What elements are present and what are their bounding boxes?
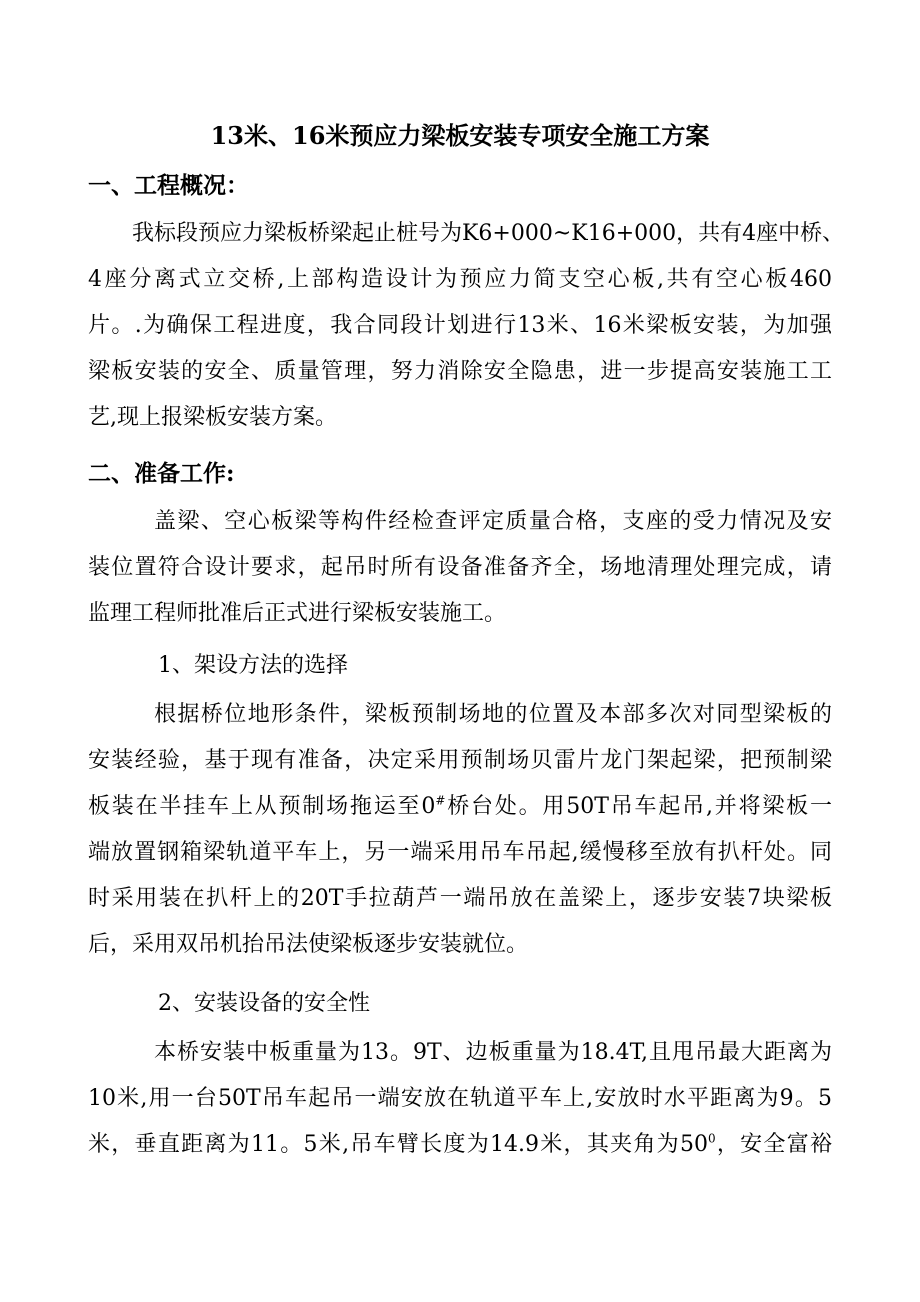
- superscript-mark: #: [435, 793, 446, 808]
- text-line: 片。.为确保工程进度，我合同段计划进行13米、16米梁板安装，为加强: [88, 313, 832, 338]
- text-segment: 桥台处。用50T吊车起吊,并将梁板一: [445, 794, 832, 819]
- paragraph-overview: [88, 211, 845, 441]
- superscript-mark: 0: [707, 1131, 716, 1146]
- text-line: 安装经验，基于现有准备，决定采用预制场贝雷片龙门架起梁，把预制梁: [88, 748, 832, 773]
- paragraph-equipment: [88, 1030, 832, 1168]
- text-line: [88, 784, 832, 830]
- text-line: 10米,用一台50T吊车起吊一端安放在轨道平车上,安放时水平距离为9。5: [88, 1086, 832, 1111]
- text-line: 装位置符合设计要求，起吊时所有设备准备齐全，场地清理处理完成，请: [88, 555, 832, 580]
- text-line: 我标段预应力梁板桥梁起止桩号为K6+000~K16+000，共有4座中桥、: [132, 221, 845, 246]
- text-line: 时采用装在扒杆上的20T手拉葫芦一端吊放在盖梁上，逐步安装7块梁板: [88, 886, 832, 911]
- section-heading-preparation: 二、准备工作:: [88, 460, 235, 487]
- text-line: 4座分离式立交桥,上部构造设计为预应力简支空心板,共有空心板460: [88, 267, 832, 292]
- section-heading-overview: 一、工程概况：: [88, 172, 249, 199]
- text-line: 梁板安装的安全、质量管理，努力消除安全隐患，进一步提高安装施工工: [88, 359, 832, 384]
- text-line: 根据桥位地形条件，梁板预制场地的位置及本部多次对同型梁板的: [154, 702, 832, 727]
- text-line: 盖梁、空心板梁等构件经检查评定质量合格，支座的受力情况及安: [154, 509, 832, 534]
- text-line: 艺,现上报梁板安装方案。: [88, 405, 337, 430]
- document-title: 13米、16米预应力梁板安装专项安全施工方案: [210, 121, 710, 150]
- paragraph-method: [88, 692, 832, 968]
- text-line: 本桥安装中板重量为13。9T、边板重量为18.4T,且甩吊最大距离为: [154, 1040, 832, 1065]
- paragraph-preparation: [88, 499, 832, 637]
- text-segment: 板装在半挂车上从预制场拖运至0: [88, 794, 436, 819]
- text-line: [88, 1122, 832, 1168]
- text-line: 监理工程师批准后正式进行梁板安装施工。: [88, 601, 507, 626]
- text-line: 后，采用双吊机抬吊法使梁板逐步安装就位。: [88, 932, 529, 957]
- text-segment: 米，垂直距离为11。5米,吊车臂长度为14.9米，其夹角为50: [88, 1132, 708, 1157]
- subsection-heading-equipment: 2、安装设备的安全性: [158, 991, 370, 1016]
- text-segment: ，安全富裕: [715, 1132, 832, 1157]
- subsection-heading-method: 1、架设方法的选择: [158, 653, 348, 678]
- text-line: 端放置钢箱梁轨道平车上，另一端采用吊车吊起,缓慢移至放有扒杆处。同: [88, 840, 832, 865]
